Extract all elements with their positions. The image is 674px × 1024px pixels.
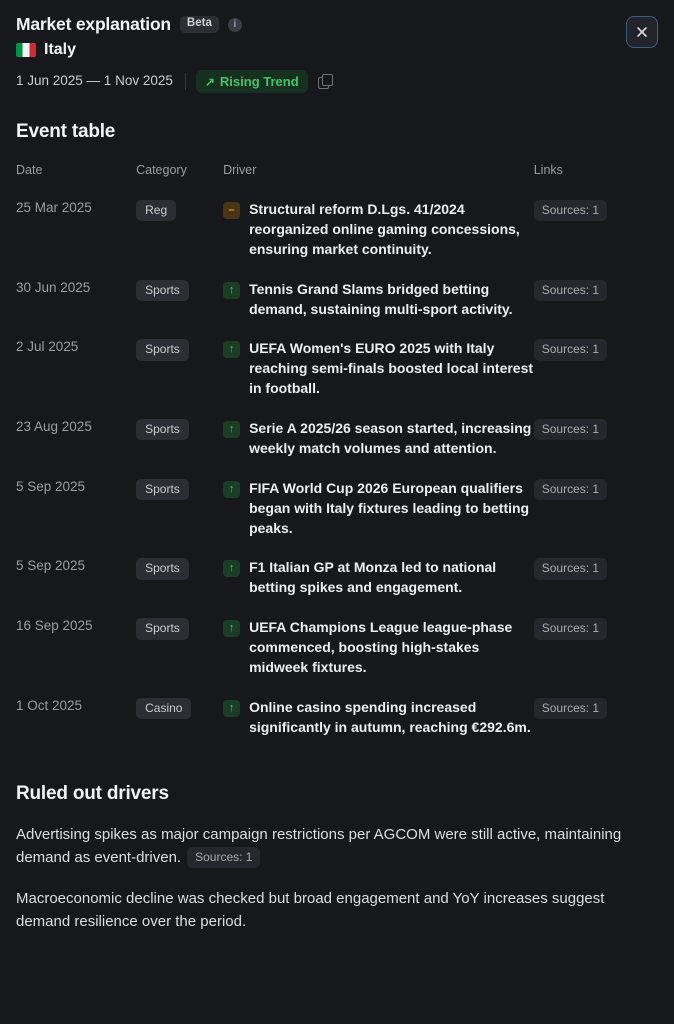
direction-up-icon: ↑ — [223, 620, 240, 637]
meta-row — [16, 70, 658, 93]
trend-badge — [196, 70, 308, 93]
cell-links — [534, 689, 658, 749]
column-header-category: Category — [136, 163, 187, 177]
cell-category — [136, 609, 223, 689]
direction-up-icon: ↑ — [223, 560, 240, 577]
cell-category — [136, 410, 223, 470]
cell-links — [534, 271, 658, 331]
cell-category — [136, 689, 223, 749]
cell-links — [534, 470, 658, 550]
cell-driver — [223, 470, 534, 550]
cell-links — [534, 410, 658, 470]
sources-badge[interactable]: Sources: 1 — [534, 200, 607, 221]
cell-driver — [223, 410, 534, 470]
country-name: Italy — [44, 41, 77, 58]
direction-up-icon: ↑ — [223, 700, 240, 717]
driver-text: UEFA Women's EURO 2025 with Italy reaching semi-finals boosted local interest in football. — [249, 340, 534, 397]
close-icon — [635, 25, 649, 39]
category-badge: Casino — [136, 698, 191, 719]
sources-badge[interactable]: Sources: 1 — [534, 698, 607, 719]
cell-category — [136, 549, 223, 609]
ruled-out-title: Ruled out drivers — [16, 782, 169, 804]
panel-header — [16, 0, 658, 93]
table-header-row — [16, 163, 658, 191]
direction-up-icon: ↑ — [223, 282, 240, 299]
cell-links — [534, 549, 658, 609]
direction-up-icon: ↑ — [223, 421, 240, 438]
table-row — [16, 410, 658, 470]
event-table-title: Event table — [16, 121, 116, 142]
table-row — [16, 191, 658, 271]
table-row — [16, 330, 658, 410]
cell-driver — [223, 191, 534, 271]
table-row — [16, 271, 658, 331]
table-row — [16, 689, 658, 749]
cell-driver — [223, 689, 534, 749]
cell-driver — [223, 609, 534, 689]
italy-flag-icon — [16, 43, 36, 57]
category-badge: Sports — [136, 419, 189, 440]
trend-label: Rising Trend — [219, 74, 299, 89]
country-row — [16, 41, 658, 59]
category-badge: Sports — [136, 479, 189, 500]
close-button[interactable] — [626, 16, 658, 48]
category-badge: Sports — [136, 339, 189, 360]
sources-badge[interactable]: Sources: 1 — [534, 339, 607, 360]
trend-up-arrow-icon: ↗ — [204, 74, 215, 89]
cell-driver — [223, 330, 534, 410]
copy-icon[interactable] — [318, 74, 333, 89]
direction-up-icon: ↑ — [223, 341, 240, 358]
sources-badge[interactable]: Sources: 1 — [187, 847, 260, 868]
cell-links — [534, 609, 658, 689]
sources-badge[interactable]: Sources: 1 — [534, 618, 607, 639]
beta-badge: Beta — [180, 16, 219, 33]
cell-category — [136, 470, 223, 550]
category-badge: Sports — [136, 558, 189, 579]
cell-date: 25 Mar 2025 — [16, 200, 92, 215]
column-header-date: Date — [16, 163, 43, 177]
driver-text: F1 Italian GP at Monza led to national betting spikes and engagement. — [249, 559, 497, 596]
event-table — [16, 163, 658, 749]
cell-driver — [223, 271, 534, 331]
cell-date: 5 Sep 2025 — [16, 478, 86, 494]
cell-date: 23 Aug 2025 — [16, 419, 92, 434]
cell-category — [136, 330, 223, 410]
cell-date: 5 Sep 2025 — [16, 558, 86, 574]
driver-text: Structural reform D.Lgs. 41/2024 reorganized online gaming concessions, ensuring market continuity. — [249, 201, 520, 257]
driver-text: FIFA World Cup 2026 European qualifiers began with Italy fixtures leading to betting peaks. — [249, 479, 530, 536]
driver-text: Serie A 2025/26 season started, increasing weekly match volumes and attention. — [249, 420, 532, 456]
category-badge: Reg — [136, 200, 176, 221]
cell-links — [534, 191, 658, 271]
category-badge: Sports — [136, 618, 189, 639]
sources-badge[interactable]: Sources: 1 — [534, 419, 607, 440]
date-range: 1 Jun 2025 — 1 Nov 2025 — [16, 73, 186, 89]
driver-text: Online casino spending increased significantly in autumn, reaching €292.6m. — [249, 698, 531, 735]
direction-up-icon: ↑ — [223, 481, 240, 498]
table-row — [16, 470, 658, 550]
table-row — [16, 549, 658, 609]
direction-flat-icon: – — [223, 202, 240, 219]
ruled-out-item — [16, 823, 658, 870]
table-row — [16, 609, 658, 689]
column-header-links: Links — [533, 163, 563, 177]
category-badge: Sports — [136, 280, 189, 301]
ruled-out-text: Macroeconomic decline was checked but broad engagement and YoY increases suggest demand resilience over the period. — [16, 890, 605, 931]
cell-category — [136, 191, 223, 271]
cell-date: 16 Sep 2025 — [16, 618, 93, 634]
ruled-out-item — [16, 887, 658, 934]
sources-badge[interactable]: Sources: 1 — [534, 479, 607, 500]
title-row — [16, 14, 658, 35]
sources-badge[interactable]: Sources: 1 — [534, 558, 607, 579]
driver-text: UEFA Champions League league-phase commenced, boosting high-stakes midweek fixtures. — [249, 619, 513, 675]
ruled-out-text: Advertising spikes as major campaign restrictions per AGCOM were still active, maintaining demand as event-driven. — [16, 825, 622, 866]
sources-badge[interactable]: Sources: 1 — [534, 280, 607, 301]
cell-date: 2 Jul 2025 — [16, 339, 79, 355]
cell-category — [136, 271, 223, 331]
driver-text: Tennis Grand Slams bridged betting demand, sustaining multi-sport activity. — [249, 280, 513, 317]
page-title: Market explanation — [16, 14, 171, 34]
column-header-driver: Driver — [223, 163, 257, 177]
cell-driver — [223, 549, 534, 609]
cell-date: 1 Oct 2025 — [16, 697, 83, 713]
info-icon[interactable]: i — [228, 18, 242, 32]
cell-links — [534, 330, 658, 410]
cell-date: 30 Jun 2025 — [16, 279, 91, 295]
